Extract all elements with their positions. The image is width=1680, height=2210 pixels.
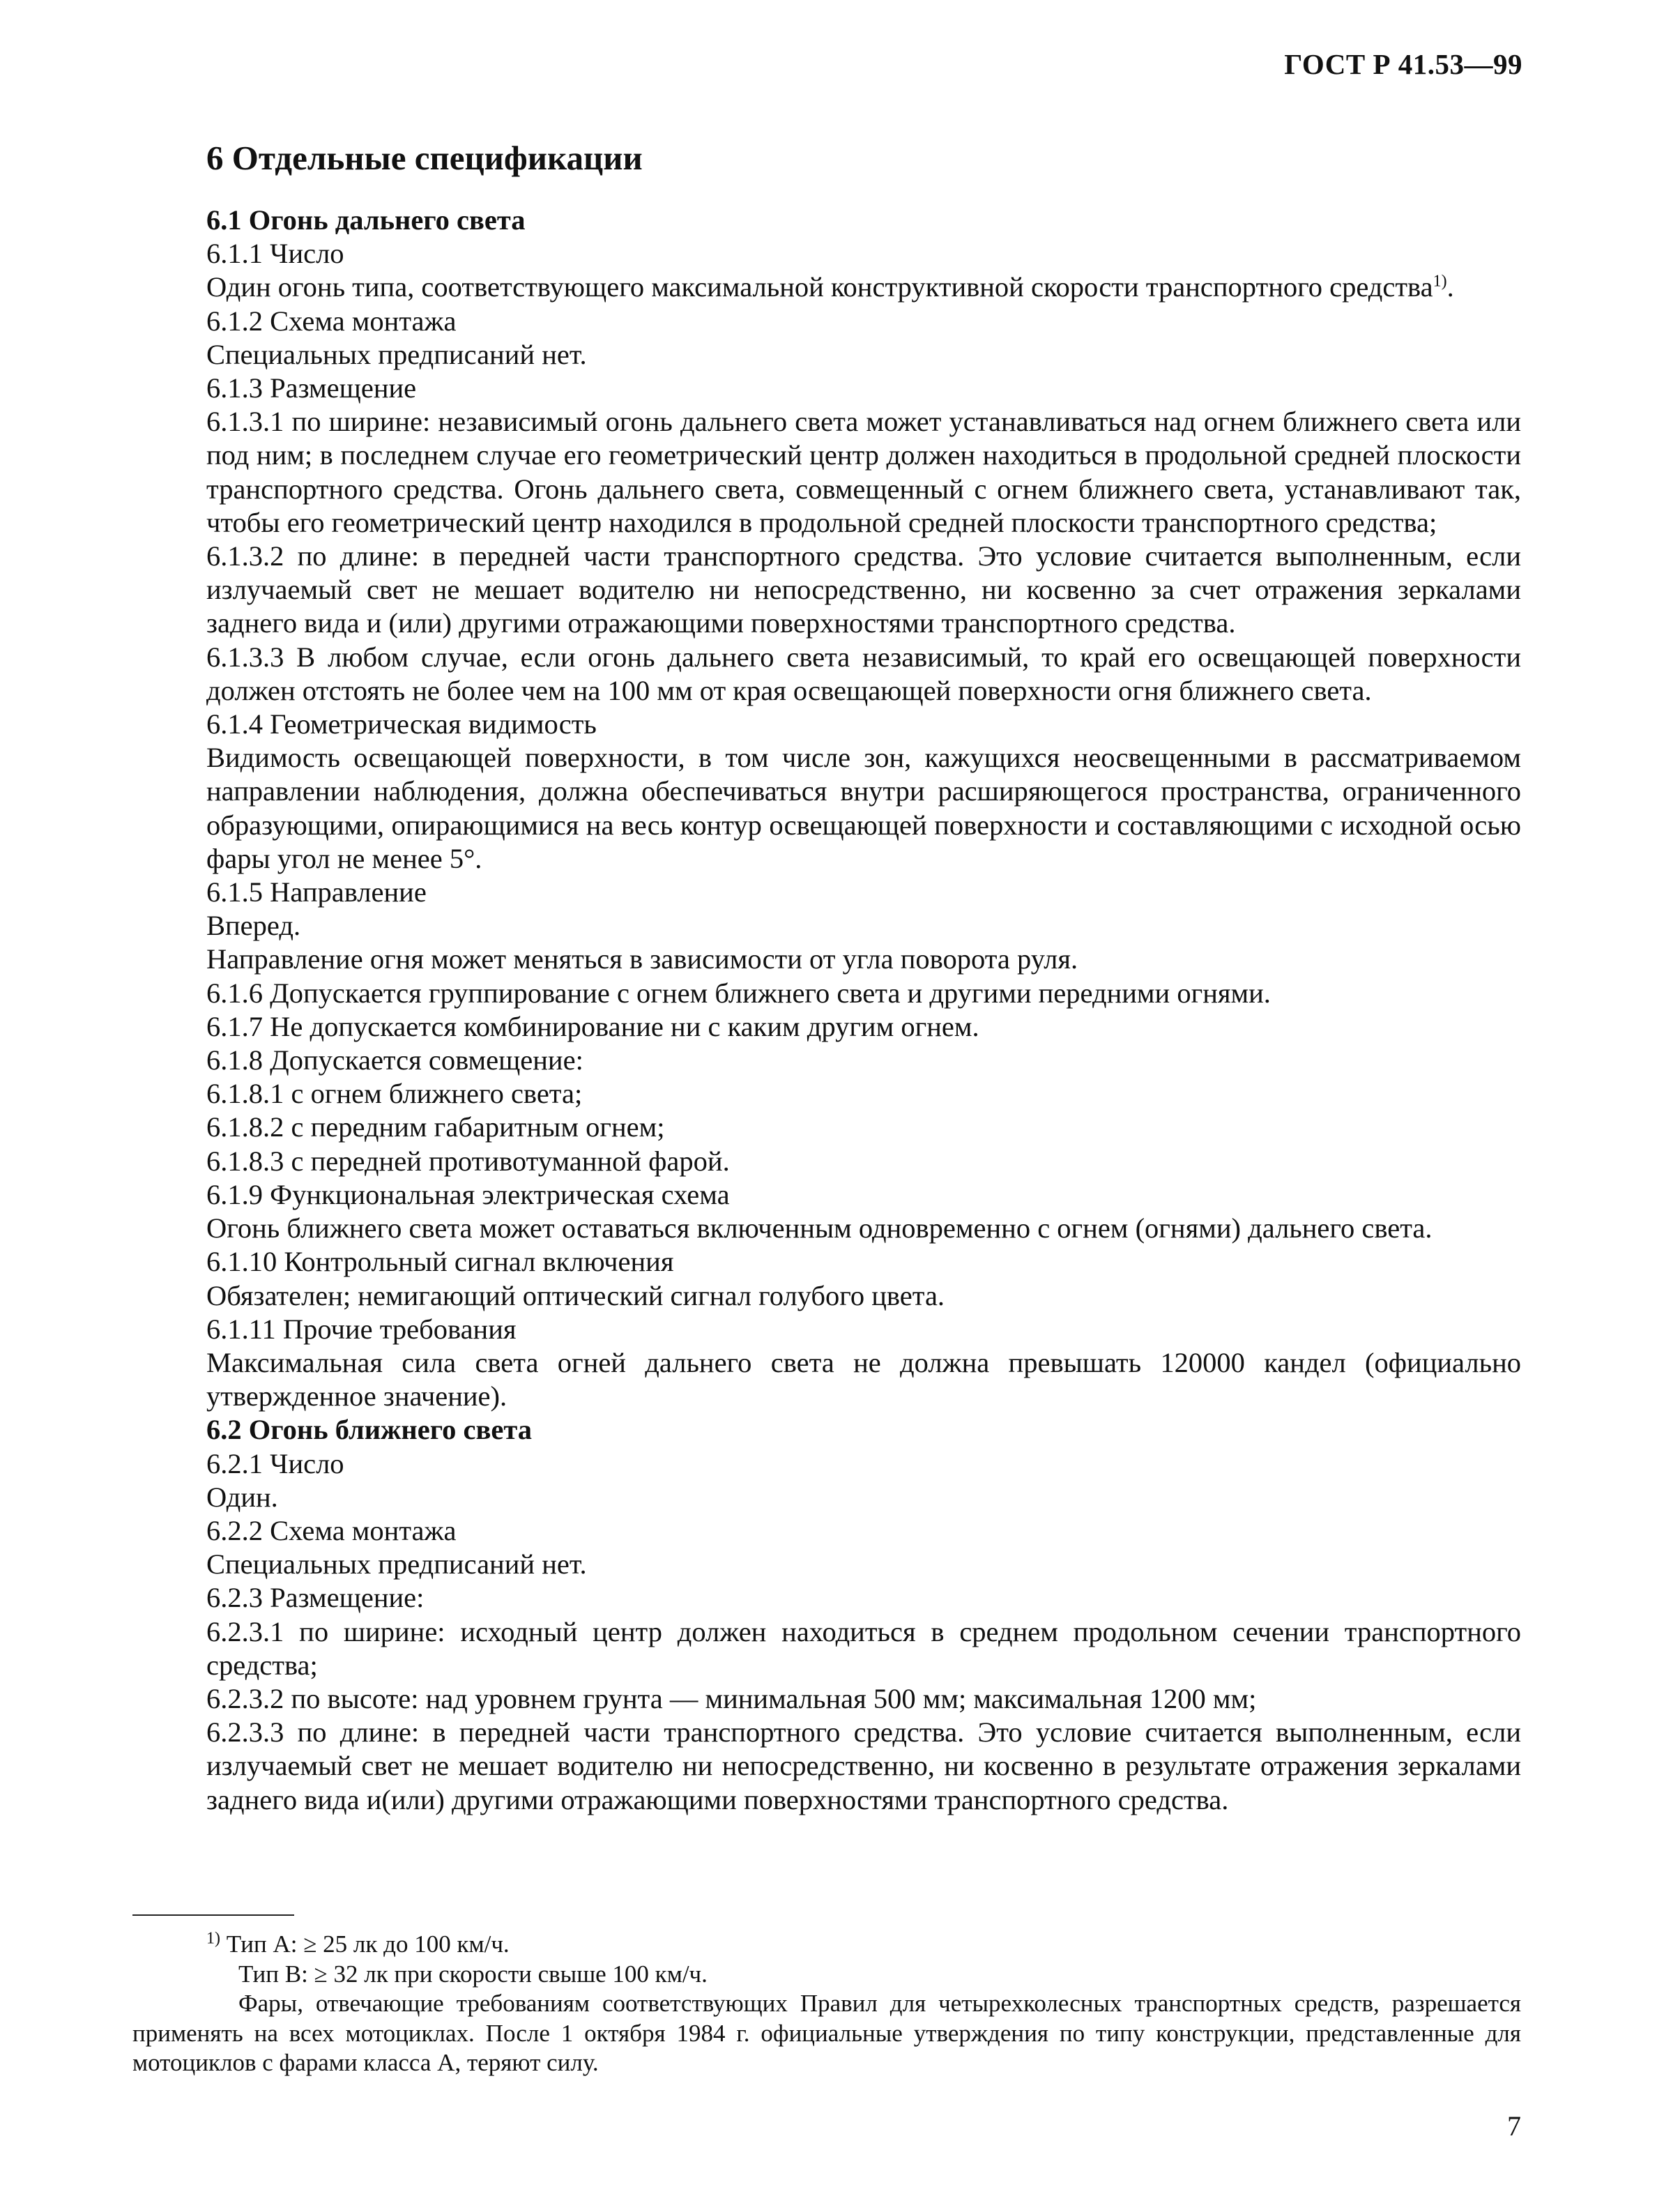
clause-6-1-3-1: 6.1.3.1 по ширине: независимый огонь дальнего света может устанавливаться над огнем ближнего света или под ним; в последнем случае его геометрический центр должен находиться в продольной средней плоскости транспортного средства. Огонь дальнего света, совмещенный с огнем ближнего света, устанавливают так, чтобы его геометрический центр находился в продольной средней плоскости транспортного средства;: [206, 406, 1521, 538]
clause-6-2-3-3: 6.2.3.3 по длине: в передней части транспортного средства. Это условие считается выполненным, если излучаемый свет не мешает водителю ни непосредственно, ни косвенно в результате отражения зеркалами заднего вида и(или) другими отражающими поверхностями транспортного средства.: [206, 1716, 1521, 1815]
clause-6-1-3-3: 6.1.3.3 В любом случае, если огонь дальнего света независимый, то край его освещающей поверхности должен отстоять не более чем на 100 мм от края освещающей поверхности огня ближнего света.: [206, 641, 1521, 706]
clause-6-1-8: 6.1.8 Допускается совмещение:: [206, 1044, 583, 1076]
clause-6-1-11: 6.1.11 Прочие требования: [206, 1313, 517, 1345]
clause-6-1-6: 6.1.6 Допускается группирование с огнем ближнего света и другими передними огнями.: [206, 977, 1271, 1009]
document-code: ГОСТ Р 41.53—99: [1284, 48, 1522, 80]
clause-6-2-1: 6.2.1 Число: [206, 1447, 344, 1479]
clause-6-1-8-2: 6.1.8.2 с передним габаритным огнем;: [206, 1111, 665, 1143]
clause-6-1-5-text-1: Вперед.: [206, 910, 301, 942]
clause-6-1-10-text: Обязателен; немигающий оптический сигнал голубого цвета.: [206, 1279, 945, 1311]
clause-6-1-4: 6.1.4 Геометрическая видимость: [206, 708, 597, 740]
clause-6-1-1: 6.1.1 Число: [206, 238, 344, 270]
clause-6-1-2: 6.1.2 Схема монтажа: [206, 305, 457, 337]
clause-6-1-1-text: Один огонь типа, соответствующего максимальной конструктивной скорости транспортного средства$^{1)}$.: [206, 271, 1454, 303]
footnote-reference: 1): [1433, 272, 1447, 291]
section-title: 6 Отдельные спецификации: [206, 139, 643, 177]
clause-6-1-2-text: Специальных предписаний нет.: [206, 338, 587, 370]
clause-6-2-1-text: Один.: [206, 1481, 278, 1513]
clause-6-1-9: 6.1.9 Функциональная электрическая схема: [206, 1178, 730, 1210]
subsection-heading-6-1: 6.1 Огонь дальнего света: [206, 204, 526, 236]
clause-6-2-3: 6.2.3 Размещение:: [206, 1582, 425, 1614]
footnotes: [132, 1930, 1521, 2078]
clause-6-1-4-text: Видимость освещающей поверхности, в том числе зон, кажущихся неосвещенными в рассматриваемом направлении наблюдения, должна обеспечиваться внутри расширяющегося пространства, ограниченного образующими, опирающимися на весь контур освещающей поверхности и составляющими с исходной осью фары угол не менее 5°.: [206, 742, 1521, 874]
clause-6-1-5-text-2: Направление огня может меняться в зависимости от угла поворота руля.: [206, 943, 1078, 975]
clause-6-2-3-2: 6.2.3.2 по высоте: над уровнем грунта — минимальная 500 мм; максимальная 1200 мм;: [206, 1682, 1257, 1714]
clause-6-2-2-text: Специальных предписаний нет.: [206, 1548, 587, 1580]
clause-6-1-3-2: 6.1.3.2 по длине: в передней части транспортного средства. Это условие считается выполненным, если излучаемый свет не мешает водителю ни непосредственно, ни косвенно за счет отражения зеркалами заднего вида и (или) другими отражающими поверхностями транспортного средства.: [206, 540, 1521, 639]
clause-6-1-9-text: Огонь ближнего света может оставаться включенным одновременно с огнем (огнями) дальнего света.: [206, 1212, 1433, 1244]
clause-6-1-7: 6.1.7 Не допускается комбинирование ни с каким другим огнем.: [206, 1010, 979, 1042]
footnote-separator: [132, 1914, 294, 1916]
page-number: 7: [1507, 2110, 1521, 2142]
document-body: [206, 204, 1521, 1817]
clause-6-1-11-text: Максимальная сила света огней дальнего света не должна превышать 120000 кандел (официально утвержденное значение).: [206, 1346, 1521, 1412]
footnote-line-1: $^{1)}$ Тип А: ≥ 25 лк до 100 км/ч.: [206, 1929, 510, 1958]
clause-6-1-10: 6.1.10 Контрольный сигнал включения: [206, 1246, 674, 1278]
footnote-line-2: Тип В: ≥ 32 лк при скорости свыше 100 км/ч.: [238, 1960, 708, 1988]
footnote-marker: 1): [206, 1929, 220, 1948]
clause-6-1-3: 6.1.3 Размещение: [206, 372, 417, 404]
footnote-line-3: Фары, отвечающие требованиям соответствующих Правил для четырехколесных транспортных средств, разрешается применять на всех мотоциклах. После 1 октября 1984 г. официальные утверждения по типу конструкции, представленные для мотоциклов с фарами класса А, теряют силу.: [132, 1990, 1521, 2076]
clause-6-1-8-3: 6.1.8.3 с передней противотуманной фарой.: [206, 1145, 730, 1177]
subsection-heading-6-2: 6.2 Огонь ближнего света: [206, 1414, 532, 1446]
clause-6-2-3-1: 6.2.3.1 по ширине: исходный центр должен находиться в среднем продольном сечении транспортного средства;: [206, 1615, 1521, 1681]
clause-6-1-5: 6.1.5 Направление: [206, 876, 427, 908]
clause-6-1-8-1: 6.1.8.1 с огнем ближнего света;: [206, 1078, 583, 1110]
clause-6-2-2: 6.2.2 Схема монтажа: [206, 1514, 457, 1546]
